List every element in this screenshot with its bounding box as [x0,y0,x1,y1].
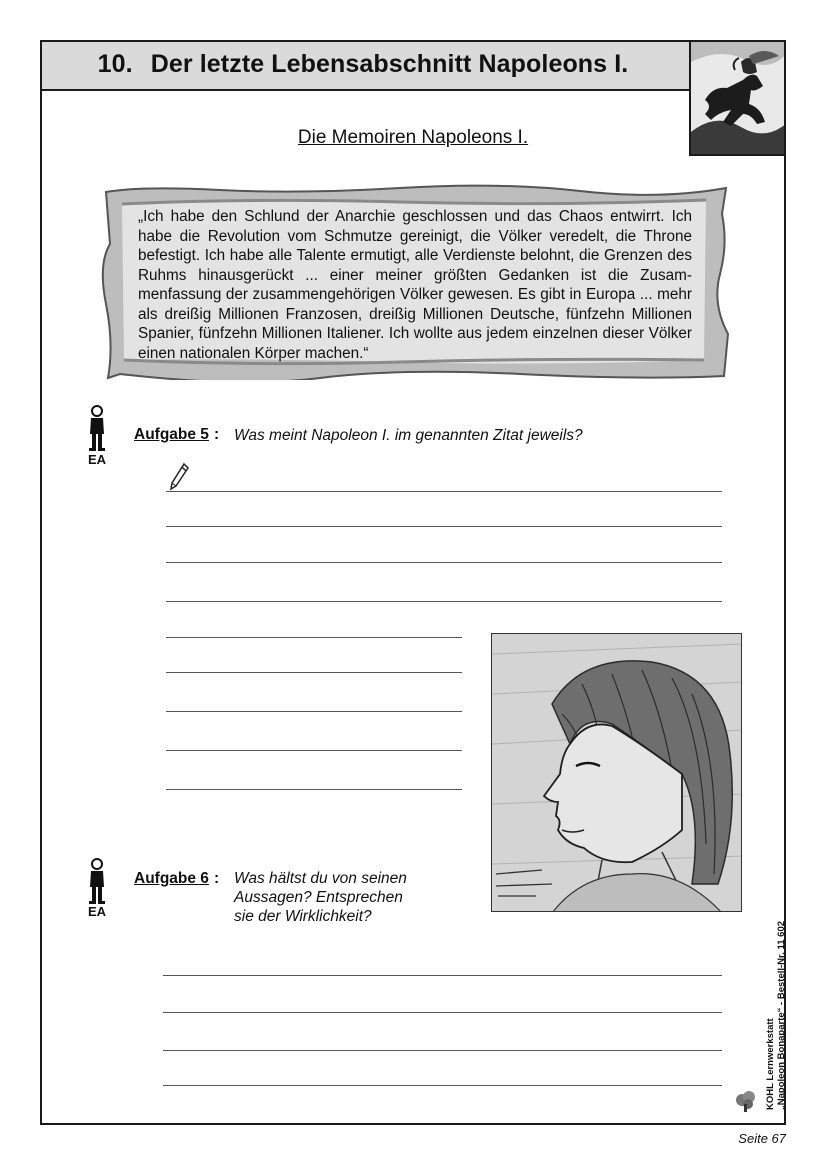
ea-label: EA [87,452,107,467]
answer-line[interactable] [166,526,722,527]
task-6-question [234,869,407,926]
answer-line[interactable] [166,672,462,673]
subtitle: Die Memoiren Napoleons I. [297,127,529,148]
task-5-label: Aufgabe 5 [134,426,209,443]
task-6-label: Aufgabe 6 [134,870,209,887]
task-5-colon: : [214,426,220,443]
publisher-name: KOHL [765,1083,776,1110]
napoleon-portrait-sketch [491,633,742,912]
student-figure-icon [82,857,112,905]
answer-line[interactable] [166,637,462,638]
answer-line[interactable] [166,601,722,602]
answer-line[interactable] [166,562,722,563]
task-6-question-line: Was hältst du von seinen [234,870,407,887]
answer-line[interactable] [166,750,462,751]
book-title: „Napoleon Bonaparte“ [776,1007,787,1110]
ea-label: EA [87,904,107,919]
answer-line[interactable] [166,789,462,790]
answer-line[interactable] [163,975,722,976]
footer-separator: - [776,1001,787,1005]
answer-line[interactable] [163,1050,722,1051]
answer-line[interactable] [163,1012,722,1013]
tree-logo-icon [734,1088,758,1112]
answer-line[interactable] [166,711,462,712]
page-title [58,50,668,79]
order-number: Bestell-Nr. 11 602 [776,920,787,1000]
task-6-colon: : [214,870,220,887]
chapter-title: Der letzte Lebensabschnitt Napoleons I. [150,50,629,78]
answer-line[interactable] [163,1085,722,1086]
answer-line[interactable] [166,491,722,492]
task-5-question: Was meint Napoleon I. im genannten Zitat jeweils? [234,427,583,444]
page-number: Seite 67 [738,1131,786,1146]
side-footer [765,921,787,1110]
pencil-icon [168,462,190,492]
task-6-question-line: sie der Wirklichkeit? [234,908,372,925]
student-figure-icon [82,404,112,452]
task-6-question-line: Aussagen? Entsprechen [234,889,403,906]
series-name: Lernwerkstatt [765,1018,776,1081]
chapter-number: 10. [97,50,133,78]
napoleon-quote: „Ich habe den Schlund der Anarchie geschlossen und das Chaos entwirrt. Ich habe die Revolution vom Schmutze gereinigt, die Völker veredelt, die Throne befestigt. Ich habe alle Talente ermutigt, alle Verdienste belohnt, die Grenzen des Ruhms hinausgerückt ... einer meiner größten Gedanken ist die Zusam-menfassung der zusammengehörigen Völker gewesen. Es gibt in Europa ... mehr als dreißig Millionen Franzosen, dreißig Millionen Deutsche, fünfzehn Millionen Spanier, fünfzehn Millionen Italiener. Ich wollte aus jedem einzelnen dieser Völker einen nationalen Körper machen.“ [138,208,692,362]
